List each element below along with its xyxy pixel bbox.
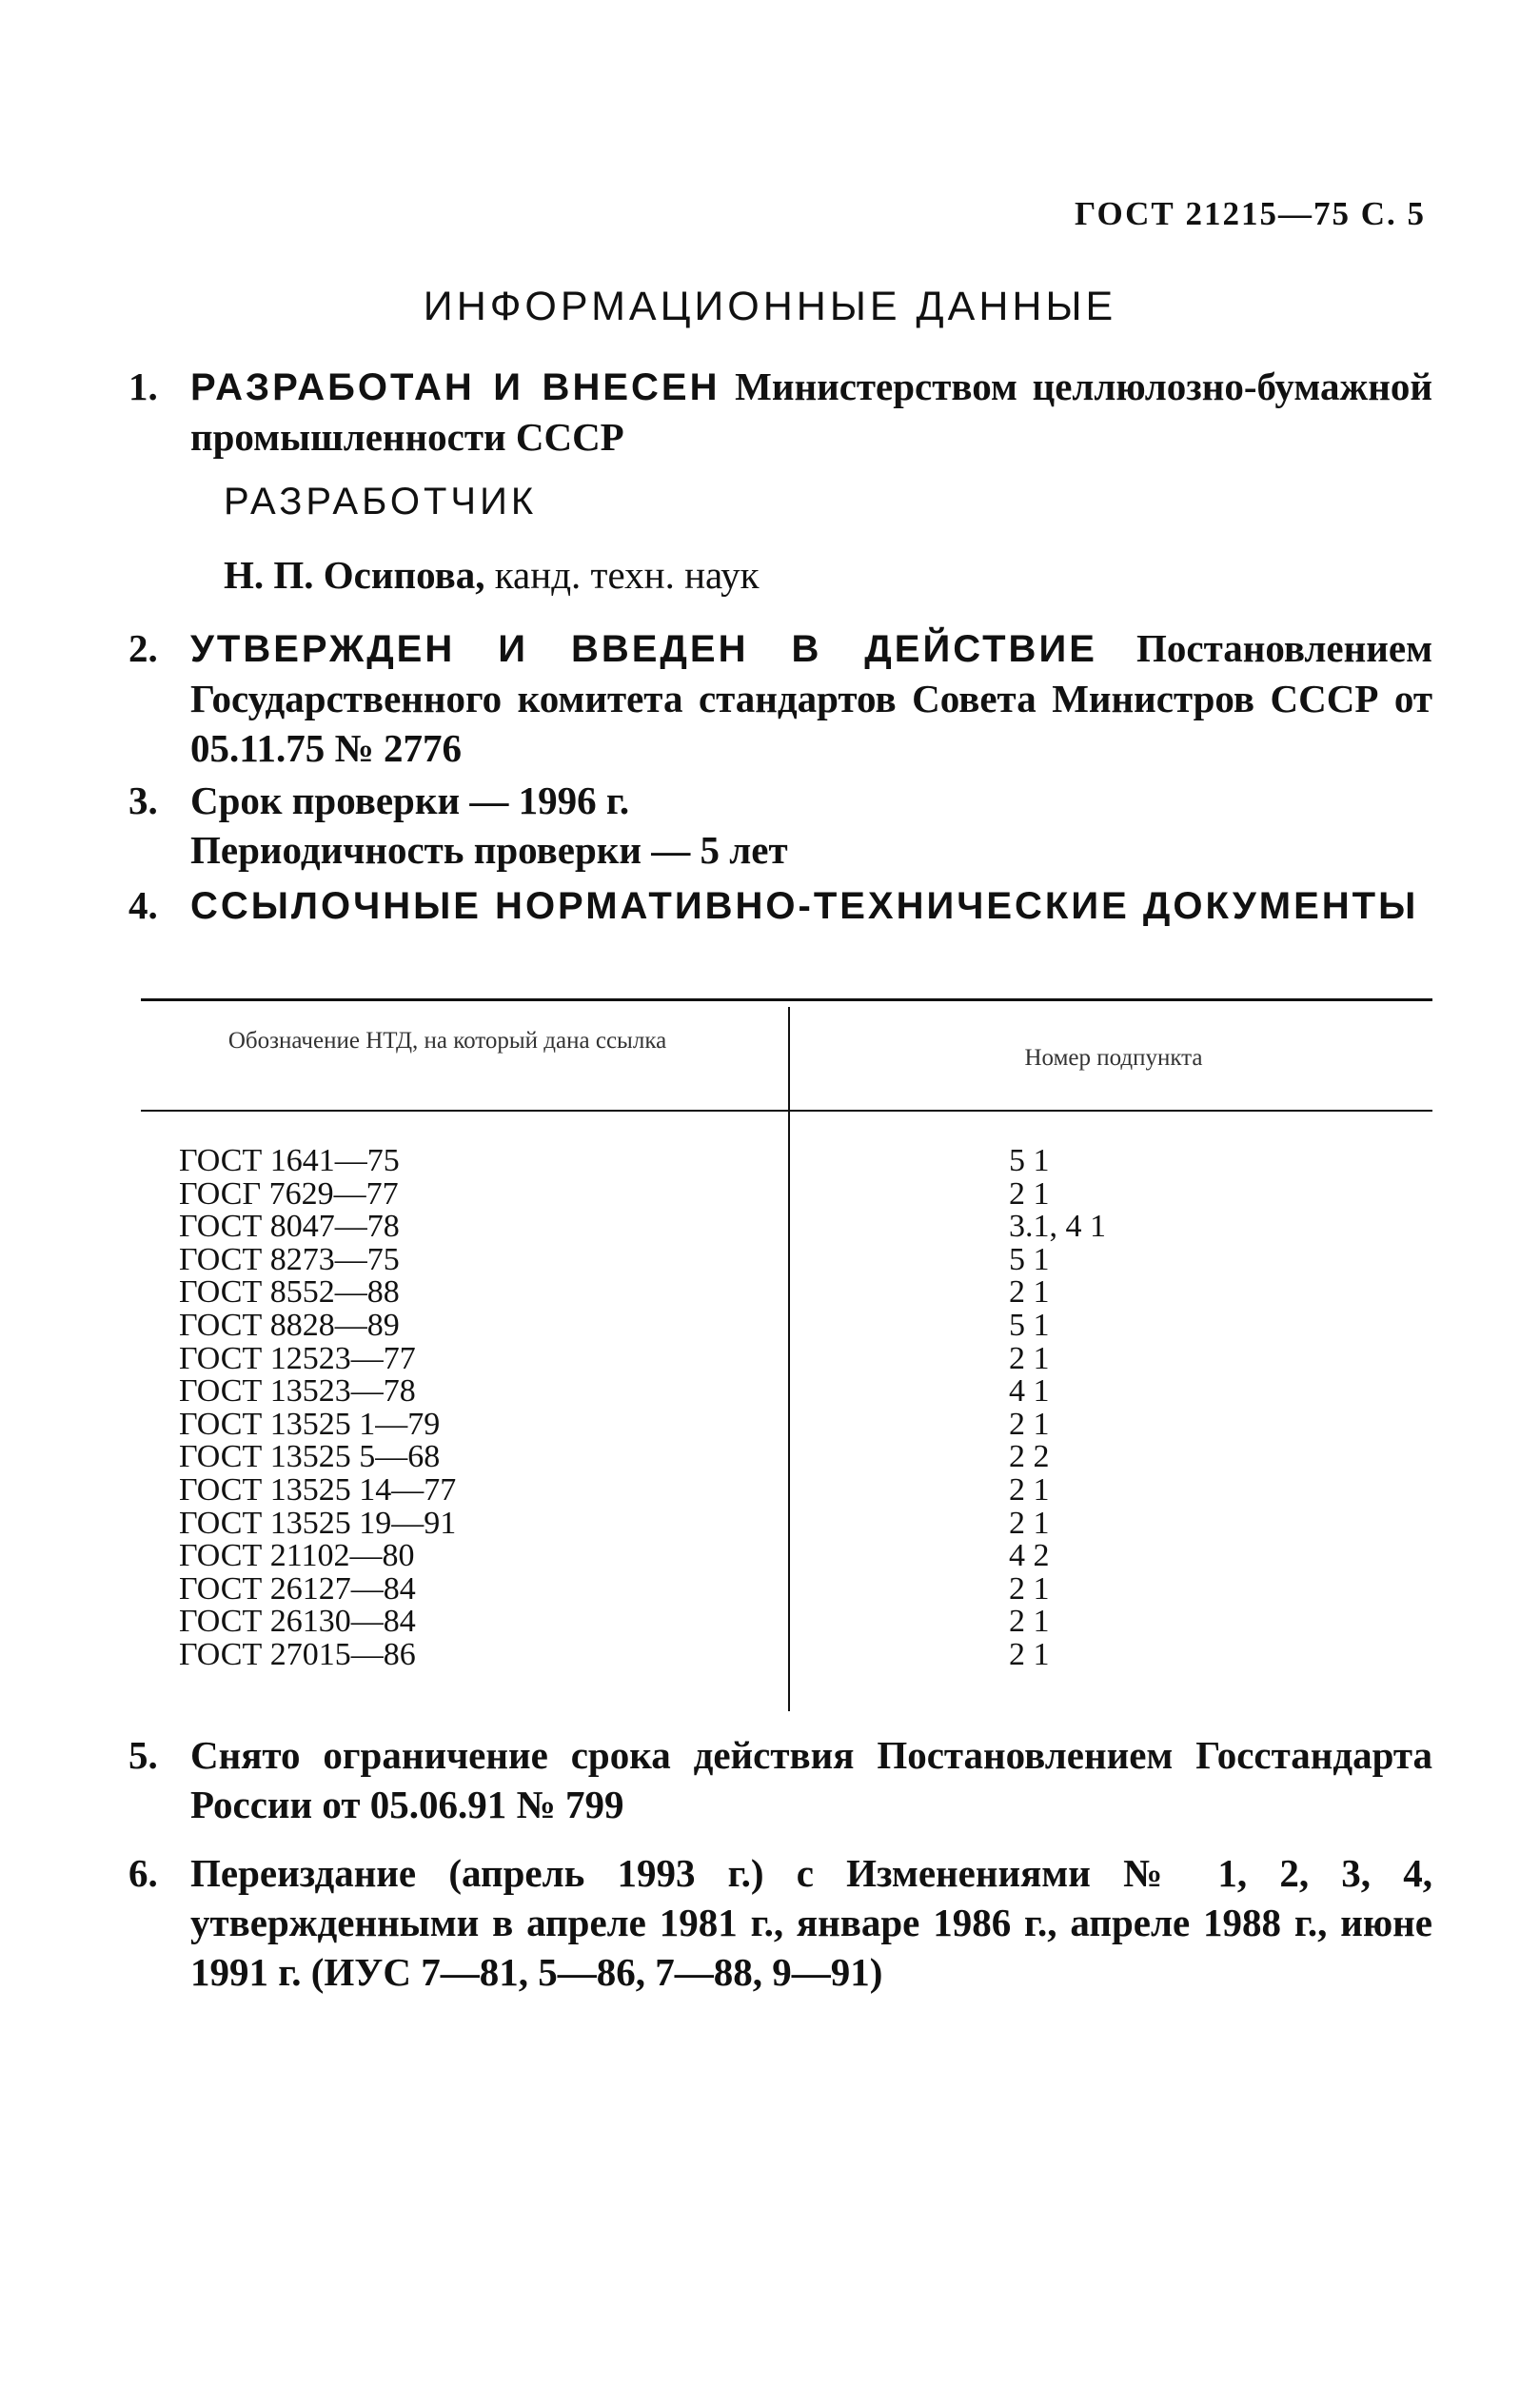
table-cell-document: ГОСТ 26130—84 <box>179 1604 416 1640</box>
table-cell-subclause: 5 1 <box>1009 1143 1050 1178</box>
table-cell-document: ГОСТ 13525 5—68 <box>179 1439 441 1475</box>
item-number: 4. <box>128 883 158 927</box>
item-body <box>190 880 1428 931</box>
item-text: Постановлением Государственного комитета стандартов Совета Министров СССР от 05.11.75 № 2776 <box>190 626 1432 770</box>
table-cell-document: ГОСТ 8828—89 <box>179 1307 400 1343</box>
item-3 <box>128 776 1432 875</box>
item-line: Периодичность проверки — 5 лет <box>190 828 788 872</box>
item-number: 3. <box>128 779 158 822</box>
item-body <box>190 362 1432 462</box>
table-cell-subclause: 5 1 <box>1009 1241 1050 1277</box>
table-cell-document: ГОСТ 27015—86 <box>179 1636 416 1672</box>
table-cell-subclause: 5 1 <box>1009 1307 1050 1343</box>
table-column-divider <box>788 1007 790 1711</box>
table-header-subclause: Номер подпункта <box>1024 1045 1203 1071</box>
item-line: Срок проверки — 1996 г. <box>190 779 630 822</box>
developer-heading: РАЗРАБОТЧИК <box>224 481 538 523</box>
table-cell-document: ГОСТ 1641—75 <box>179 1143 400 1178</box>
table-column-documents <box>179 1145 456 1672</box>
table-column-subclauses <box>1009 1145 1218 1672</box>
item-text: Переиздание (апрель 1993 г.) с Изменениями № 1, 2, 3, 4, утвержденными в апреле 1981 г., январе 1986 г., апреле 1988 г., июне 1991 г. (ИУС 7—81, 5—86, 7—88, 9—91) <box>190 1851 1432 1994</box>
table-cell-subclause: 2 1 <box>1009 1175 1050 1212</box>
table-cell-subclause: 2 1 <box>1009 1274 1050 1311</box>
table-cell-subclause: 3.1, 4 1 <box>1009 1209 1106 1245</box>
item-body <box>190 623 1432 773</box>
developer-line <box>224 552 760 598</box>
table-cell-subclause: 2 1 <box>1009 1471 1050 1508</box>
item-6 <box>128 1848 1432 1997</box>
document-title: ИНФОРМАЦИОННЫЕ ДАННЫЕ <box>423 284 1117 329</box>
table-cell-document: ГОСТ 26127—84 <box>179 1570 416 1607</box>
item-number: 2. <box>128 626 158 670</box>
table-cell-document: ГОСТ 13525 1—79 <box>179 1406 441 1442</box>
table-cell-document: ГОСТ 8552—88 <box>179 1274 400 1311</box>
table-top-rule <box>141 998 1432 1001</box>
item-lead: РАЗРАБОТАН И ВНЕСЕН <box>190 366 721 408</box>
table-cell-document: ГОСТ 13525 14—77 <box>179 1471 457 1508</box>
table-cell-subclause: 2 1 <box>1009 1604 1050 1640</box>
table-cell-subclause: 2 1 <box>1009 1406 1050 1442</box>
developer-degree: канд. техн. наук <box>484 553 760 597</box>
table-cell-document: ГОСТ 8273—75 <box>179 1241 400 1277</box>
table-cell-subclause: 2 2 <box>1009 1439 1050 1475</box>
developer-name: Н. П. Осипова, <box>224 553 485 597</box>
table-header-document: Обозначение НТД, на который дана ссылка <box>227 1028 667 1054</box>
item-number: 5. <box>128 1733 158 1777</box>
table-cell-subclause: 2 1 <box>1009 1505 1050 1541</box>
table-cell-document: ГОСТ 12523—77 <box>179 1340 416 1376</box>
item-4 <box>128 880 1432 931</box>
table-header-rule <box>141 1110 1432 1112</box>
item-1 <box>128 362 1432 462</box>
table-cell-subclause: 4 2 <box>1009 1538 1050 1574</box>
table-cell-subclause: 2 1 <box>1009 1570 1050 1607</box>
table-cell-document: ГОСТ 13523—78 <box>179 1373 416 1410</box>
item-lead: УТВЕРЖДЕН И ВВЕДЕН В ДЕЙСТВИЕ <box>190 628 1097 670</box>
table-cell-document: ГОСТ 8047—78 <box>179 1209 400 1245</box>
item-text: Снято ограничение срока действия Постановлением Госстандарта России от 05.06.91 № 799 <box>190 1733 1432 1826</box>
table-cell-document: ГОСГ 7629—77 <box>179 1175 399 1212</box>
table-cell-document: ГОСТ 13525 19—91 <box>179 1505 457 1541</box>
item-number: 1. <box>128 365 158 408</box>
item-body <box>190 776 1432 875</box>
table-cell-subclause: 2 1 <box>1009 1340 1050 1376</box>
table-cell-subclause: 2 1 <box>1009 1636 1050 1672</box>
item-5 <box>128 1730 1432 1829</box>
running-header: ГОСТ 21215—75 С. 5 <box>1075 195 1426 232</box>
item-number: 6. <box>128 1851 158 1895</box>
table-cell-subclause: 4 1 <box>1009 1373 1050 1410</box>
item-text: Министерством целлюлозно-бумажной промышленности СССР <box>190 365 1432 459</box>
table-cell-document: ГОСТ 21102—80 <box>179 1538 415 1574</box>
item-2 <box>128 623 1432 773</box>
item-lead: ССЫЛОЧНЫЕ НОРМАТИВНО-ТЕХНИЧЕСКИЕ ДОКУМЕНТЫ <box>190 885 1419 927</box>
